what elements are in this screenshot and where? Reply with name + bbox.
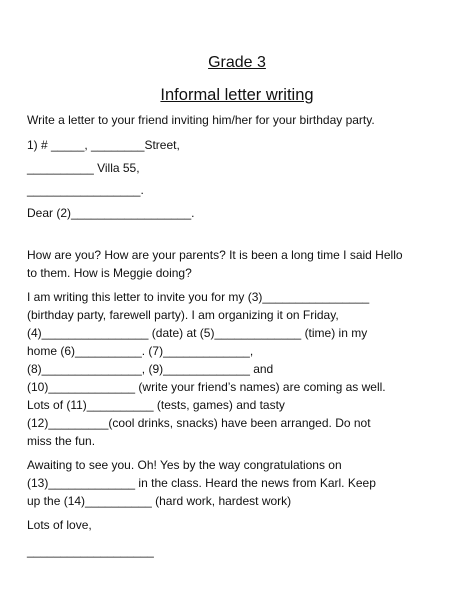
paragraph2-line-1: I am writing this letter to invite you for my (3)________________ xyxy=(27,290,370,304)
paragraph2-line-6: (10)_____________ (write your friend’s names) are coming as well. xyxy=(27,380,386,394)
paragraph1-line-1: How are you? How are your parents? It is been a long time I said Hello xyxy=(27,248,403,262)
address-line-2: __________ Villa 55, xyxy=(27,161,140,175)
instruction-text: Write a letter to your friend inviting him/her for your birthday party. xyxy=(27,113,375,127)
paragraph2-line-2: (birthday party, farewell party). I am organizing it on Friday, xyxy=(27,308,339,322)
paragraph3-line-2: (13)_____________ in the class. Heard the news from Karl. Keep xyxy=(27,476,376,490)
paragraph3-line-3: up the (14)__________ (hard work, hardest work) xyxy=(27,494,292,508)
closing-line: Lots of love, xyxy=(27,518,92,532)
paragraph2-line-8: (12)_________(cool drinks, snacks) have been arranged. Do not xyxy=(27,416,371,430)
paragraph3-line-1: Awaiting to see you. Oh! Yes by the way congratulations on xyxy=(27,458,342,472)
address-line-3: _________________. xyxy=(27,183,144,197)
grade-heading: Grade 3 xyxy=(208,54,266,71)
paragraph2-line-7: Lots of (11)__________ (tests, games) and tasty xyxy=(27,398,285,412)
signature-line: ___________________ xyxy=(27,544,154,558)
paragraph2-line-4: home (6)__________. (7)_____________, xyxy=(27,344,254,358)
greeting-line: Dear (2)__________________. xyxy=(27,206,195,220)
paragraph2-line-9: miss the fun. xyxy=(27,434,96,448)
address-line-1: 1) # _____, ________Street, xyxy=(27,138,180,152)
paragraph2-line-5: (8)_______________, (9)_____________ and xyxy=(27,362,274,376)
paragraph1-line-2: to them. How is Meggie doing? xyxy=(27,266,192,280)
worksheet-title: Informal letter writing xyxy=(160,86,314,104)
paragraph2-line-3: (4)________________ (date) at (5)_____________ (time) in my xyxy=(27,326,368,340)
